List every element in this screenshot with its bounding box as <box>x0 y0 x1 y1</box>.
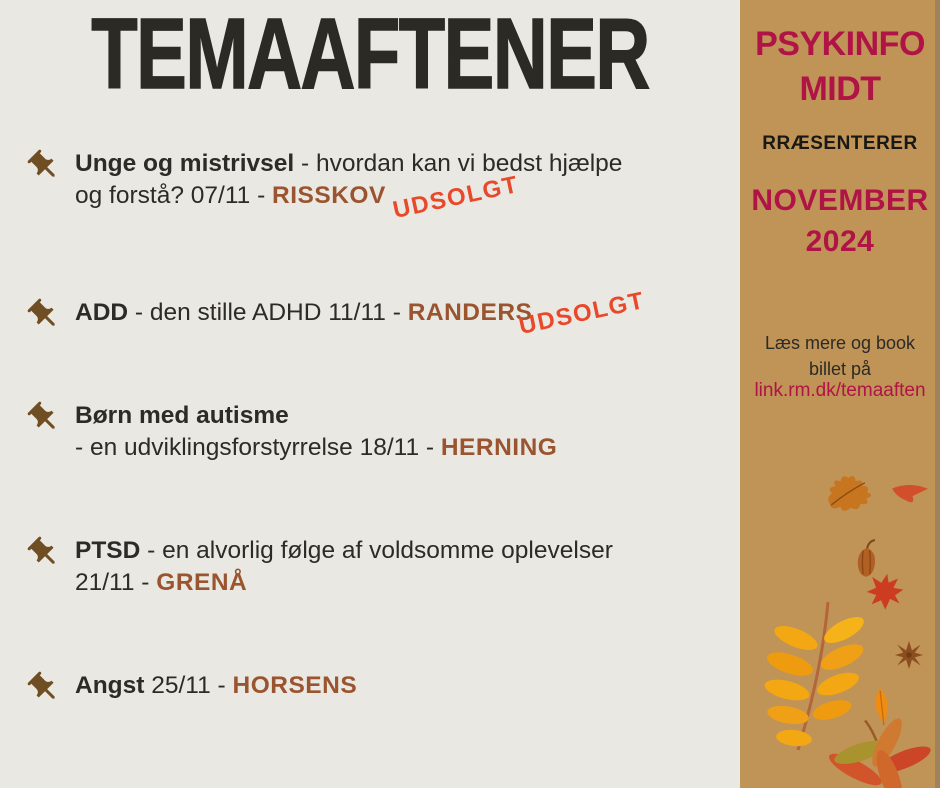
event-description: - en alvorlig følge af voldsomme oplevelser <box>140 537 613 564</box>
star-anise-icon <box>895 641 923 669</box>
event-title: PTSD <box>75 537 141 564</box>
month-label <box>740 180 940 262</box>
pushpin-icon <box>19 528 70 579</box>
event-item-angst <box>26 670 723 706</box>
event-date: 21/11 - <box>75 569 157 596</box>
event-location: RANDERS <box>407 299 533 326</box>
pushpin-icon <box>19 393 70 444</box>
red-leaf-icon <box>890 484 930 510</box>
booking-info <box>740 330 940 382</box>
event-title: Angst <box>75 672 145 699</box>
brand-line2: MIDT <box>799 70 881 108</box>
month-line1: NOVEMBER <box>751 184 929 217</box>
event-item-boern-med-autisme <box>26 400 723 464</box>
event-title: Børn med autisme <box>75 402 289 429</box>
booking-info-line1: Læs mere og book <box>764 333 916 353</box>
brand-line1: PSYKINFO <box>755 25 925 63</box>
event-title: Unge og mistrivsel <box>75 150 295 177</box>
sidebar <box>740 0 940 788</box>
creeper-leaf-icon <box>838 718 924 788</box>
event-location: RISSKOV <box>272 182 386 209</box>
event-text <box>75 400 723 464</box>
event-date: 25/11 - <box>144 672 233 699</box>
oak-leaf-icon <box>823 472 877 516</box>
presents-label: RRÆSENTERER <box>762 133 918 154</box>
soldout-badge: UDSOLGT <box>516 287 648 341</box>
event-description: - den stille ADHD 11/11 - <box>128 299 408 326</box>
event-text <box>75 535 723 599</box>
pushpin-icon <box>19 663 70 714</box>
event-item-ptsd <box>26 535 723 599</box>
event-description: - en udviklingsforstyrrelse 18/11 - <box>75 434 441 461</box>
event-text <box>75 670 723 702</box>
booking-link[interactable]: link.rm.dk/temaaften <box>754 380 926 401</box>
booking-info-line2: billet på <box>808 359 872 379</box>
month-line2: 2024 <box>805 225 875 258</box>
pushpin-icon <box>19 141 70 192</box>
event-location: HORSENS <box>232 672 358 699</box>
event-location: GRENÅ <box>156 569 248 596</box>
event-location: HERNING <box>440 434 558 461</box>
brand-title <box>740 22 940 112</box>
poster-edge-shadow <box>935 0 940 788</box>
event-item-unge-og-mistrivsel <box>26 148 723 212</box>
event-date: og forstå? 07/11 - <box>75 182 273 209</box>
event-title: ADD <box>75 299 129 326</box>
pushpin-icon <box>19 290 70 341</box>
event-description: - hvordan kan vi bedst hjælpe <box>294 150 623 177</box>
page-title: TEMAAFTENER <box>91 0 649 110</box>
soldout-badge: UDSOLGT <box>390 171 522 225</box>
